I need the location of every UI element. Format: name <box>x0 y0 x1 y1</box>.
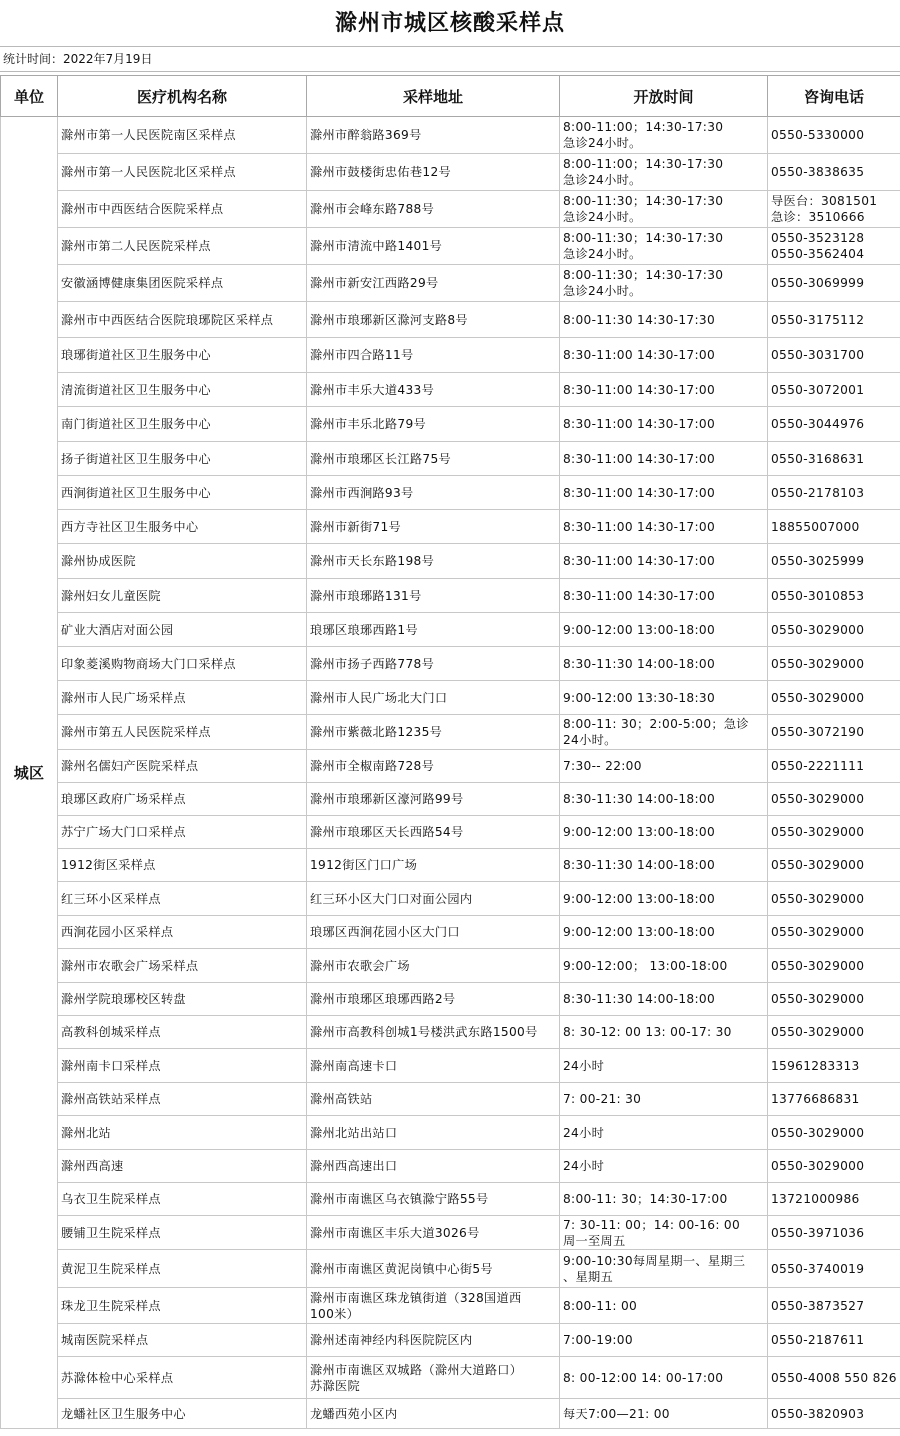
hours-cell: 9:00-12:00 13:00-18:00 <box>560 613 768 647</box>
phone-cell: 0550-3072190 <box>768 715 900 750</box>
table-row <box>1 849 900 882</box>
table-row <box>1 613 900 647</box>
institution-name-cell: 城南医院采样点 <box>58 1324 307 1357</box>
hours-cell: 9:00-12:00 13:00-18:00 <box>560 816 768 849</box>
institution-name-cell: 印象菱溪购物商场大门口采样点 <box>58 647 307 681</box>
table-row <box>1 1183 900 1216</box>
address-cell: 滁州市琅琊区天长西路54号 <box>307 816 560 849</box>
hours-cell: 24小时 <box>560 1150 768 1183</box>
institution-name-cell: 安徽涵博健康集团医院采样点 <box>58 265 307 302</box>
institution-name-cell: 苏宁广场大门口采样点 <box>58 816 307 849</box>
address-cell: 红三环小区大门口对面公园内 <box>307 882 560 916</box>
hours-cell: 8:30-11:00 14:30-17:00 <box>560 544 768 579</box>
hours-cell: 8:30-11:30 14:00-18:00 <box>560 647 768 681</box>
institution-name-cell: 滁州市第一人民医院南区采样点 <box>58 117 307 154</box>
phone-cell: 0550-3029000 <box>768 816 900 849</box>
table-row <box>1 882 900 916</box>
institution-name-cell: 腰铺卫生院采样点 <box>58 1216 307 1250</box>
table-row <box>1 1150 900 1183</box>
header-hours: 开放时间 <box>560 76 768 117</box>
phone-cell: 0550-3044976 <box>768 407 900 442</box>
phone-cell: 0550-3971036 <box>768 1216 900 1250</box>
table-row <box>1 1324 900 1357</box>
table-row <box>1 783 900 816</box>
institution-name-cell: 南门街道社区卫生服务中心 <box>58 407 307 442</box>
hours-cell: 8:30-11:00 14:30-17:00 <box>560 476 768 510</box>
institution-name-cell: 西方寺社区卫生服务中心 <box>58 510 307 544</box>
phone-cell: 0550-3069999 <box>768 265 900 302</box>
address-cell: 滁州市新安江西路29号 <box>307 265 560 302</box>
institution-name-cell: 滁州北站 <box>58 1116 307 1150</box>
address-cell: 滁州市南谯区丰乐大道3026号 <box>307 1216 560 1250</box>
address-cell: 滁州市会峰东路788号 <box>307 191 560 228</box>
phone-cell: 0550-2187611 <box>768 1324 900 1357</box>
table-row <box>1 750 900 783</box>
table-row <box>1 1288 900 1324</box>
phone-cell: 0550-3820903 <box>768 1399 900 1429</box>
header-unit: 单位 <box>1 76 58 117</box>
table-row <box>1 191 900 228</box>
hours-cell: 8:00-11: 00 <box>560 1288 768 1324</box>
table-row <box>1 265 900 302</box>
address-cell: 滁州市琅琊区长江路75号 <box>307 442 560 476</box>
table-row <box>1 510 900 544</box>
institution-name-cell: 扬子街道社区卫生服务中心 <box>58 442 307 476</box>
table-row <box>1 983 900 1016</box>
table-row <box>1 117 900 154</box>
hours-cell: 8:00-11: 30；14:30-17:00 <box>560 1183 768 1216</box>
hours-cell: 7: 30-11: 00；14: 00-16: 00 周一至周五 <box>560 1216 768 1250</box>
hours-cell: 8:30-11:00 14:30-17:00 <box>560 407 768 442</box>
hours-cell: 8:30-11:00 14:30-17:00 <box>560 338 768 373</box>
address-cell: 滁州市扬子西路778号 <box>307 647 560 681</box>
phone-cell: 13721000986 <box>768 1183 900 1216</box>
address-cell: 滁州市鼓楼街忠佑巷12号 <box>307 154 560 191</box>
phone-cell: 0550-3029000 <box>768 882 900 916</box>
phone-cell: 0550-3029000 <box>768 1150 900 1183</box>
phone-cell: 0550-3175112 <box>768 302 900 338</box>
phone-cell: 0550-3029000 <box>768 1016 900 1049</box>
phone-cell: 0550-3029000 <box>768 949 900 983</box>
address-cell: 滁州市农歌会广场 <box>307 949 560 983</box>
phone-cell: 0550-3873527 <box>768 1288 900 1324</box>
phone-cell: 15961283313 <box>768 1049 900 1083</box>
table-row <box>1 1116 900 1150</box>
hours-cell: 8:00-11:30；14:30-17:30 急诊24小时。 <box>560 265 768 302</box>
phone-cell: 0550-2221111 <box>768 750 900 783</box>
address-cell: 滁州市琅琊新区濠河路99号 <box>307 783 560 816</box>
hours-cell: 8:00-11: 30；2:00-5:00；急诊 24小时。 <box>560 715 768 750</box>
institution-name-cell: 琅琊街道社区卫生服务中心 <box>58 338 307 373</box>
address-cell: 滁州市人民广场北大门口 <box>307 681 560 715</box>
page-title: 滁州市城区核酸采样点 <box>0 0 900 47</box>
phone-cell: 0550-3740019 <box>768 1250 900 1288</box>
institution-name-cell: 龙蟠社区卫生服务中心 <box>58 1399 307 1429</box>
institution-name-cell: 黄泥卫生院采样点 <box>58 1250 307 1288</box>
phone-cell: 0550-3031700 <box>768 338 900 373</box>
hours-cell: 8:30-11:00 14:30-17:00 <box>560 510 768 544</box>
institution-name-cell: 滁州市第二人民医院采样点 <box>58 228 307 265</box>
phone-cell: 0550-3029000 <box>768 647 900 681</box>
address-cell: 1912街区门口广场 <box>307 849 560 882</box>
institution-name-cell: 1912街区采样点 <box>58 849 307 882</box>
hours-cell: 8:00-11:30 14:30-17:30 <box>560 302 768 338</box>
hours-cell: 8:30-11:30 14:00-18:00 <box>560 983 768 1016</box>
institution-name-cell: 滁州市人民广场采样点 <box>58 681 307 715</box>
institution-name-cell: 矿业大酒店对面公园 <box>58 613 307 647</box>
hours-cell: 9:00-12:00 13:00-18:00 <box>560 882 768 916</box>
hours-cell: 7: 00-21: 30 <box>560 1083 768 1116</box>
address-cell: 滁州市紫薇北路1235号 <box>307 715 560 750</box>
phone-cell: 0550-3029000 <box>768 983 900 1016</box>
hours-cell: 7:30-- 22:00 <box>560 750 768 783</box>
table-row <box>1 338 900 373</box>
institution-name-cell: 高教科创城采样点 <box>58 1016 307 1049</box>
institution-name-cell: 滁州妇女儿童医院 <box>58 579 307 613</box>
institution-name-cell: 苏滁体检中心采样点 <box>58 1357 307 1399</box>
table-row <box>1 715 900 750</box>
address-cell: 滁州市南谯区珠龙镇街道（328国道西 100米） <box>307 1288 560 1324</box>
institution-name-cell: 滁州市中西医结合医院琅琊院区采样点 <box>58 302 307 338</box>
institution-name-cell: 西涧街道社区卫生服务中心 <box>58 476 307 510</box>
table-body <box>1 117 900 1429</box>
table-row <box>1 1216 900 1250</box>
table-row <box>1 1049 900 1083</box>
phone-cell: 0550-4008 550 826 <box>768 1357 900 1399</box>
address-cell: 滁州市南谯区黄泥岗镇中心街5号 <box>307 1250 560 1288</box>
address-cell: 滁州市琅琊新区滁河支路8号 <box>307 302 560 338</box>
address-cell: 滁州南高速卡口 <box>307 1049 560 1083</box>
hours-cell: 9:00-12:00 13:00-18:00 <box>560 916 768 949</box>
phone-cell: 0550-3838635 <box>768 154 900 191</box>
phone-cell: 0550-3029000 <box>768 916 900 949</box>
address-cell: 滁州市天长东路198号 <box>307 544 560 579</box>
institution-name-cell: 西涧花园小区采样点 <box>58 916 307 949</box>
statistics-date: 统计时间：2022年7月19日 <box>0 46 900 72</box>
address-cell: 滁州市新街71号 <box>307 510 560 544</box>
institution-name-cell: 滁州协成医院 <box>58 544 307 579</box>
hours-cell: 8:00-11:00；14:30-17:30 急诊24小时。 <box>560 117 768 154</box>
institution-name-cell: 滁州高铁站采样点 <box>58 1083 307 1116</box>
table-header-row <box>1 76 900 117</box>
table-row <box>1 949 900 983</box>
address-cell: 滁州市醉翁路369号 <box>307 117 560 154</box>
address-cell: 滁州市丰乐北路79号 <box>307 407 560 442</box>
header-institution: 医疗机构名称 <box>58 76 307 117</box>
phone-cell: 0550-3072001 <box>768 373 900 407</box>
address-cell: 琅琊区琅琊西路1号 <box>307 613 560 647</box>
address-cell: 滁州市琅琊区琅琊西路2号 <box>307 983 560 1016</box>
address-cell: 龙蟠西苑小区内 <box>307 1399 560 1429</box>
phone-cell: 0550-3029000 <box>768 849 900 882</box>
phone-cell: 0550-3025999 <box>768 544 900 579</box>
unit-cell: 城区 <box>1 117 58 1429</box>
phone-cell: 0550-2178103 <box>768 476 900 510</box>
institution-name-cell: 清流街道社区卫生服务中心 <box>58 373 307 407</box>
phone-cell: 0550-3029000 <box>768 783 900 816</box>
hours-cell: 每天7:00—21: 00 <box>560 1399 768 1429</box>
hours-cell: 8:00-11:30；14:30-17:30 急诊24小时。 <box>560 191 768 228</box>
address-cell: 滁州市琅琊路131号 <box>307 579 560 613</box>
institution-name-cell: 滁州南卡口采样点 <box>58 1049 307 1083</box>
table-row <box>1 1250 900 1288</box>
institution-name-cell: 滁州市农歌会广场采样点 <box>58 949 307 983</box>
hours-cell: 7:00-19:00 <box>560 1324 768 1357</box>
phone-cell: 0550-3029000 <box>768 1116 900 1150</box>
table-row <box>1 476 900 510</box>
phone-cell: 0550-3168631 <box>768 442 900 476</box>
table-row <box>1 681 900 715</box>
address-cell: 滁州市清流中路1401号 <box>307 228 560 265</box>
sampling-sites-table <box>0 75 900 1429</box>
header-phone: 咨询电话 <box>768 76 900 117</box>
phone-cell: 0550-3029000 <box>768 681 900 715</box>
table-row <box>1 916 900 949</box>
institution-name-cell: 滁州市第五人民医院采样点 <box>58 715 307 750</box>
address-cell: 琅琊区西涧花园小区大门口 <box>307 916 560 949</box>
institution-name-cell: 滁州西高速 <box>58 1150 307 1183</box>
table-row <box>1 302 900 338</box>
phone-cell: 18855007000 <box>768 510 900 544</box>
address-cell: 滁州高铁站 <box>307 1083 560 1116</box>
institution-name-cell: 滁州学院琅琊校区转盘 <box>58 983 307 1016</box>
hours-cell: 8: 00-12:00 14: 00-17:00 <box>560 1357 768 1399</box>
address-cell: 滁州市四合路11号 <box>307 338 560 373</box>
address-cell: 滁州市高教科创城1号楼洪武东路1500号 <box>307 1016 560 1049</box>
table-row <box>1 1016 900 1049</box>
address-cell: 滁州市南谯区双城路（滁州大道路口） 苏滁医院 <box>307 1357 560 1399</box>
table-row <box>1 228 900 265</box>
table-row <box>1 373 900 407</box>
address-cell: 滁州述南神经内科医院院区内 <box>307 1324 560 1357</box>
table-row <box>1 1083 900 1116</box>
table-row <box>1 579 900 613</box>
hours-cell: 8:30-11:30 14:00-18:00 <box>560 849 768 882</box>
address-cell: 滁州市丰乐大道433号 <box>307 373 560 407</box>
hours-cell: 8:30-11:00 14:30-17:00 <box>560 579 768 613</box>
table-row <box>1 544 900 579</box>
table-row <box>1 1357 900 1399</box>
institution-name-cell: 滁州市中西医结合医院采样点 <box>58 191 307 228</box>
institution-name-cell: 琅琊区政府广场采样点 <box>58 783 307 816</box>
hours-cell: 9:00-10:30每周星期一、星期三 、星期五 <box>560 1250 768 1288</box>
header-address: 采样地址 <box>307 76 560 117</box>
address-cell: 滁州北站出站口 <box>307 1116 560 1150</box>
address-cell: 滁州市南谯区乌衣镇滁宁路55号 <box>307 1183 560 1216</box>
address-cell: 滁州市西涧路93号 <box>307 476 560 510</box>
hours-cell: 24小时 <box>560 1049 768 1083</box>
hours-cell: 8:30-11:30 14:00-18:00 <box>560 783 768 816</box>
table-row <box>1 442 900 476</box>
table-row <box>1 1399 900 1429</box>
phone-cell: 0550-3010853 <box>768 579 900 613</box>
hours-cell: 8:30-11:00 14:30-17:00 <box>560 442 768 476</box>
hours-cell: 8:00-11:30；14:30-17:30 急诊24小时。 <box>560 228 768 265</box>
phone-cell: 导医台：3081501 急诊：3510666 <box>768 191 900 228</box>
phone-cell: 0550-3029000 <box>768 613 900 647</box>
hours-cell: 8: 30-12: 00 13: 00-17: 30 <box>560 1016 768 1049</box>
hours-cell: 9:00-12:00； 13:00-18:00 <box>560 949 768 983</box>
institution-name-cell: 红三环小区采样点 <box>58 882 307 916</box>
phone-cell: 0550-5330000 <box>768 117 900 154</box>
table-row <box>1 647 900 681</box>
table-row <box>1 407 900 442</box>
institution-name-cell: 滁州名儒妇产医院采样点 <box>58 750 307 783</box>
table-row <box>1 154 900 191</box>
address-cell: 滁州西高速出口 <box>307 1150 560 1183</box>
institution-name-cell: 珠龙卫生院采样点 <box>58 1288 307 1324</box>
hours-cell: 8:00-11:00；14:30-17:30 急诊24小时。 <box>560 154 768 191</box>
address-cell: 滁州市全椒南路728号 <box>307 750 560 783</box>
institution-name-cell: 滁州市第一人民医院北区采样点 <box>58 154 307 191</box>
institution-name-cell: 乌衣卫生院采样点 <box>58 1183 307 1216</box>
hours-cell: 8:30-11:00 14:30-17:00 <box>560 373 768 407</box>
phone-cell: 13776686831 <box>768 1083 900 1116</box>
table-row <box>1 816 900 849</box>
hours-cell: 24小时 <box>560 1116 768 1150</box>
phone-cell: 0550-3523128 0550-3562404 <box>768 228 900 265</box>
hours-cell: 9:00-12:00 13:30-18:30 <box>560 681 768 715</box>
